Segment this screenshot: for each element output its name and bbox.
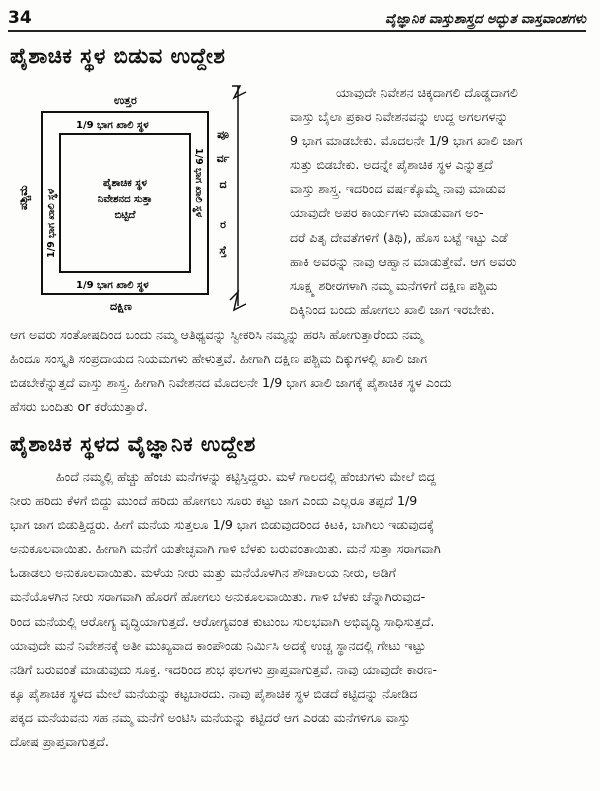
center-line-1: ಪೈಶಾಚಿಕ ಸ್ಥಳ: [103, 178, 147, 189]
east-char-2: ರ್ವ: [216, 152, 230, 165]
text-line: ರಿಂದ ಮನೆಯಲ್ಲಿ ಆರೋಗ್ಯ ವೃದ್ಧಿಯಾಗುತ್ತದೆ. ಆರೋಗ್ಯವಂತ ಕುಟುಂಬ ಸುಲಭವಾಗಿ ಅಭಿವೃದ್ಧಿ ಸಾಧಿಸುತ್ತದೆ.: [10, 613, 435, 629]
strip-label-right: 1/9 ಭಾಗ ಖಾಲಿ ಸ್ಥಳ: [193, 148, 204, 218]
text-line: ಓಡಾಡಲು ಅನುಕೂಲವಾಯಿತು. ಮಳೆಯ ನೀರು ಮತ್ತು ಮನೆಯೊಳಗಿನ ಶೌಚಾಲಯ ನೀರು, ಅಡಿಗೆ: [10, 565, 396, 581]
strip-label-left: 1/9 ಭಾಗ ಖಾಲಿ ಸ್ಥಳ: [46, 188, 57, 258]
center-line-2: ನಿವೇಶನದ ಸುತ್ತಾ: [97, 194, 153, 205]
plot-diagram: [14, 78, 282, 318]
road-break-top: [232, 86, 246, 98]
text-line: ಯಾವುದೇ ನಿವೇಶನ ಚಿಕ್ಕದಾಗಲಿ ದೊಡ್ಡದಾಗಲಿ: [336, 85, 518, 100]
text-line: ಅನುಕೂಲವಾಯಿತು. ಹೀಗಾಗಿ ಮನೆಗೆ ಯತೇಚ್ಛವಾಗಿ ಗಾಳಿ ಬೆಳಕು ಬರುವಂತಾಯಿತು. ಮನೆ ಸುತ್ತಾ ಸರಾಗವಾಗಿ: [10, 541, 441, 557]
text-line: ಯಾವುದೇ ಅಪರ ಕಾರ್ಯಗಳು ಮಾಡುವಾಗ ಅಂ-: [290, 205, 484, 221]
running-title: ವೈಜ್ಞಾನಿಕ ವಾಸ್ತುಶಾಸ್ತ್ರದ ಅದ್ಭುತ ವಾಸ್ತವಾಂಶಗಳು: [385, 12, 586, 27]
page-number: 34: [8, 8, 32, 28]
text-line: ಸುತ್ತು ಬಿಡಬೇಕು. ಅದನ್ನೇ ಪೈಶಾಚಿಕ ಸ್ಥಳ ಎನ್ನುತ್ತದೆ: [290, 157, 493, 173]
section1-side-paragraph: [290, 81, 590, 322]
text-line: ದಿಕ್ಕಿನಿಂದ ಬಂದು ಹೋಗಲು ಖಾಲಿ ಜಾಗ ಇರಬೇಕು.: [290, 301, 495, 317]
text-line: ಕ್ಕೂ ಪೈಶಾಚಿಕ ಸ್ಥಳದ ಮೇಲೆ ಮನೆಯನ್ನು ಕಟ್ಟಬಾರದು. ನಾವು ಪೈಶಾಚಿಕ ಸ್ಥಳ ಬಿಡದೆ ಕಟ್ಟಿದನ್ನು ನೋಡಿದ: [10, 685, 418, 701]
section1-full-paragraph: [10, 323, 590, 419]
text-line: ವಾಸ್ತು ಬೈಲಾ ಪ್ರಕಾರ ನಿವೇಶನವನ್ನು ಉದ್ದ ಅಗಲಗಳನ್ನು: [290, 109, 509, 125]
page-header: [8, 6, 586, 32]
text-line: 9 ಭಾಗ ಮಾಡಬೇಕು. ಮೊದಲನೇ 1/9 ಭಾಗ ಖಾಲಿ ಜಾಗ: [290, 133, 523, 149]
center-line-3: ಬಿಟ್ಟಿದೆ: [114, 210, 136, 221]
section-heading-2: ಪೈಶಾಚಿಕ ಸ್ಥಳದ ವೈಜ್ಞಾನಿಕ ಉದ್ದೇಶ: [10, 432, 256, 456]
text-line: ನಡಿಗೆ ಬರುವಂತೆ ಮಾಡುವುದು ಸೂಕ್ತ. ಇದರಿಂದ ಶುಭ ಫಲಗಳು ಪ್ರಾಪ್ತವಾಗುತ್ತವೆ. ನಾವು ಯಾವುದೇ ಕಾರಣ-: [10, 661, 438, 677]
east-char-1: ಪೂ: [217, 128, 229, 141]
label-west: ಪಶ್ಚಿಮ: [17, 185, 30, 210]
strip-label-top: 1/9 ಭಾಗ ಖಾಲಿ ಸ್ಥಳ: [76, 120, 149, 131]
text-line: ಹಿಂದೆ ನಮ್ಮಲ್ಲಿ ಹೆಚ್ಚು ಹೆಂಚು ಮನೆಗಳನ್ನು ಕಟ್ಟಿಸ್ತಿದ್ದರು. ಮಳೆ ಗಾಲದಲ್ಲಿ ಹೆಂಚುಗಳು ಮೇಲೆ ಬಿದ್ದ: [56, 469, 436, 484]
text-line: ದರೆ ಪಿತೃ ದೇವತೆಗಳಿಗೆ (ತಿಥಿ), ಹೊಸ ಬಟ್ಟೆ ಇಟ್ಟು ಎಡೆ: [290, 229, 508, 245]
label-north: ಉತ್ತರ: [114, 94, 137, 107]
section-heading-1: ಪೈಶಾಚಿಕ ಸ್ಥಳ ಬಿಡುವ ಉದ್ದೇಶ: [10, 44, 226, 68]
label-south: ದಕ್ಷಿಣ: [110, 300, 132, 313]
east-char-4: ರ: [220, 218, 226, 231]
text-line: ವಾಸ್ತು ಶಾಸ್ತ್ರ. ಇದರಿಂದ ವರ್ಷಕ್ಕೊಮ್ಮೆ ನಾವು ಮಾಡುವ: [290, 181, 506, 197]
text-line: ಆಗ ಅವರು ಸಂತೋಷದಿಂದ ಬಂದು ನಮ್ಮ ಆತಿಥ್ಯವನ್ನು ಸ್ವೀಕರಿಸಿ ನಮ್ಮನ್ನು ಹರಸಿ ಹೋಗುತ್ತಾರೆಂದು ನಮ್ಮ: [10, 327, 423, 342]
east-char-3: ದ: [219, 178, 227, 191]
text-line: ಪಕ್ಕದ ಮನೆಯವನು ಸಹ ನಮ್ಮ ಮನೆಗೆ ಅಂಟಿಸಿ ಮನೆಯನ್ನು ಕಟ್ಟಿದರೆ ಆಗ ಎರಡು ಮನೆಗಳಿಗೂ ವಾಸ್ತು: [10, 709, 411, 725]
text-line: ದೋಷ ಪ್ರಾಪ್ತವಾಗುತ್ತದೆ.: [10, 734, 109, 750]
text-line: ಹಿಂದೂ ಸಂಸ್ಕೃತಿ ಸಂಪ್ರದಾಯದ ನಿಯಮಗಳು ಹೇಳುತ್ತವೆ. ಹೀಗಾಗಿ ದಕ್ಷಿಣ ಪಶ್ಚಿಮ ದಿಕ್ಕುಗಳಲ್ಲಿ ಖಾಲಿ ಜಾಗ: [10, 351, 428, 367]
text-line: ಬಿಡಬೇಕೆನ್ನುತ್ತದೆ ವಾಸ್ತು ಶಾಸ್ತ್ರ. ಹೀಗಾಗಿ ನಿವೇಶನದ ಮೊದಲನೇ 1/9 ಭಾಗ ಖಾಲಿ ಜಾಗಕ್ಕೆ ಪೈಶಾಚಿಕ ಸ್ಥಳ ಎಂದು: [10, 375, 452, 391]
section2-paragraph: [10, 465, 592, 754]
text-line: ನೀರು ಹರಿದು ಕೆಳಗೆ ಬಿದ್ದು ಮುಂದೆ ಹರಿದು ಹೋಗಲು ಸೂರು ಕಟ್ಟು ಜಾಗ ಎಂದು ಎಲ್ಲರೂ ತಪ್ಪದೆ 1/9: [10, 493, 418, 509]
text-line: ಭಾಗ ಜಾಗ ಬಿಡುತ್ತಿದ್ದರು. ಹೀಗೆ ಮನೆಯ ಸುತ್ತಲೂ 1/9 ಭಾಗ ಬಿಡುವುದರಿಂದ ಕಿಟಕಿ, ಬಾಗಿಲು ಇಡುವುದಕ್ಕೆ: [10, 517, 435, 533]
text-line: ಹಾಕಿ ಅವರನ್ನು ನಾವು ಆಹ್ವಾನ ಮಾಡುತ್ತೇವೆ. ಆಗ ಅವರು: [290, 253, 517, 269]
text-line: ಹೆಸರು ಬಂದಿತು or ಕರೆಯುತ್ತಾರೆ.: [10, 399, 148, 415]
text-line: ಯಾವುದೇ ಮನೆ ನಿವೇಶನಕ್ಕೆ ಅತೀ ಮುಖ್ಯವಾದ ಕಾಂಪೌಂಡು ನಿರ್ಮಿಸಿ ಅದಕ್ಕೆ ಉಚ್ಚ ಸ್ಥಾನದಲ್ಲಿ ಗೇಟು ಇಟ್ಟು: [10, 637, 426, 653]
east-char-5: ಸ್ತೆ: [219, 244, 227, 257]
strip-label-bottom: 1/9 ಭಾಗ ಖಾಲಿ ಸ್ಥಳ: [76, 280, 149, 291]
text-line: ಮನೆಯೊಳಗಿನ ನೀರು ಸರಾಗವಾಗಿ ಹೊರಗೆ ಹೋಗಲು ಅನುಕೂಲವಾಯಿತು. ಗಾಳಿ ಬೆಳಕು ಚೆನ್ನಾಗಿರುವುದ-: [10, 589, 426, 605]
text-line: ಸೂಕ್ಷ್ಮ ಶರೀರಗಳಾಗಿ ನಮ್ಮ ಮನೆಗಳಿಗೆ ದಕ್ಷಿಣ ಪಶ್ಚಿಮ: [290, 277, 498, 293]
